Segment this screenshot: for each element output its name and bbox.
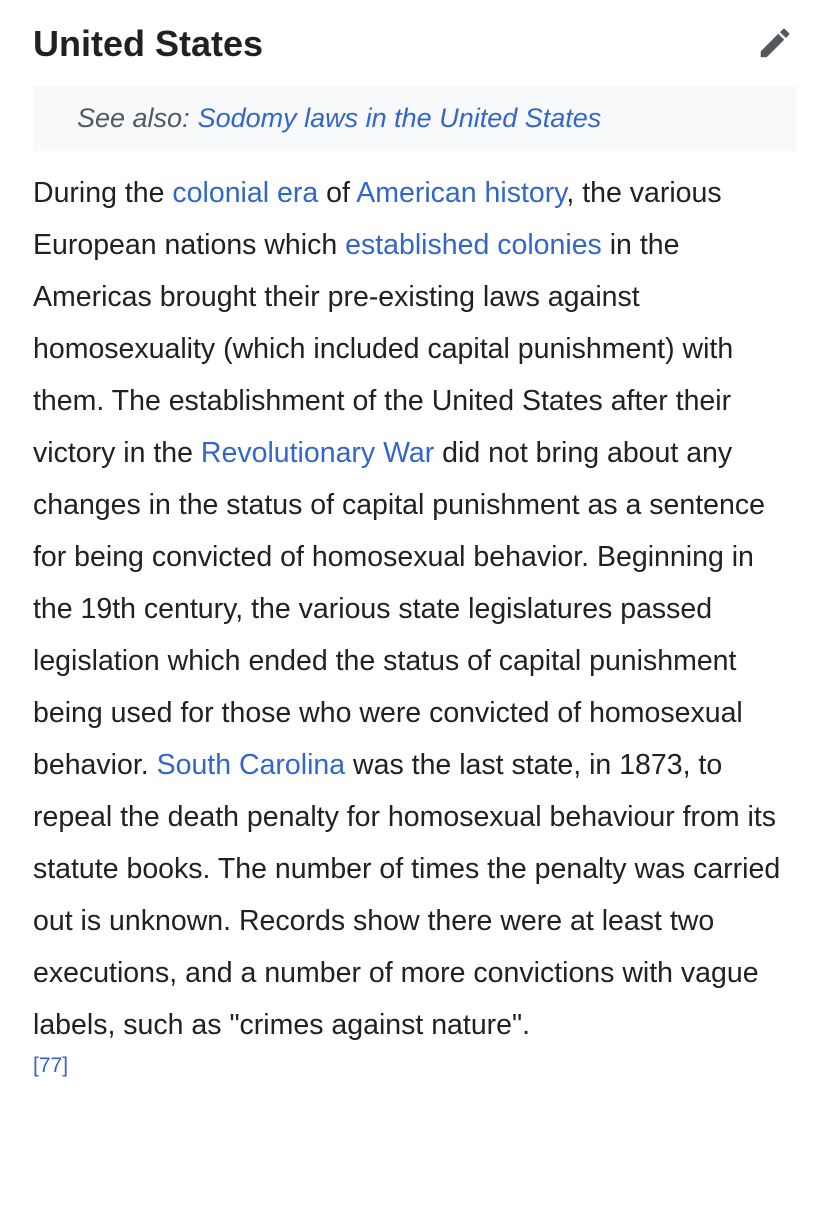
paragraph-text: in the Americas brought their pre-existing laws against homosexuality (which included capital punishment) with them. The establishment of the United States after their victory in the <box>33 229 734 469</box>
link-south-carolina[interactable]: South Carolina <box>156 749 346 781</box>
link-established-colonies[interactable]: established colonies <box>345 229 602 261</box>
pencil-icon[interactable] <box>756 24 794 62</box>
paragraph-text: During the <box>33 177 173 209</box>
link-colonial-era[interactable]: colonial era <box>172 177 319 209</box>
section-title: United States <box>33 23 264 64</box>
section-header <box>33 0 796 86</box>
see-also-link[interactable]: Sodomy laws in the United States <box>197 103 602 133</box>
see-also-label: See also: <box>77 103 190 133</box>
article-section <box>33 0 796 1079</box>
paragraph-text: did not bring about any changes in the status of capital punishment as a sentence for being convicted of homosexual behavior. Beginning in the 19th century, the various state legislatures passed legislation which ended the status of capital punishment being used for those who were convicted of homosexual behavior. <box>33 437 765 781</box>
link-american-history[interactable]: American history <box>356 177 567 209</box>
section-paragraph <box>33 167 796 1079</box>
see-also-hatnote <box>33 86 796 151</box>
paragraph-text: of <box>318 177 357 209</box>
reference-link[interactable]: [77] <box>33 1054 69 1077</box>
paragraph-text: was the last state, in 1873, to repeal the death penalty for homosexual behaviour from its statute books. The number of times the penalty was carried out is unknown. Records show there were at least two executions, and a number of more convictions with vague labels, such as "crimes against nature". <box>33 749 781 1041</box>
link-revolutionary-war[interactable]: Revolutionary War <box>200 437 435 469</box>
paragraph-text: , the various European nations which <box>33 177 722 261</box>
